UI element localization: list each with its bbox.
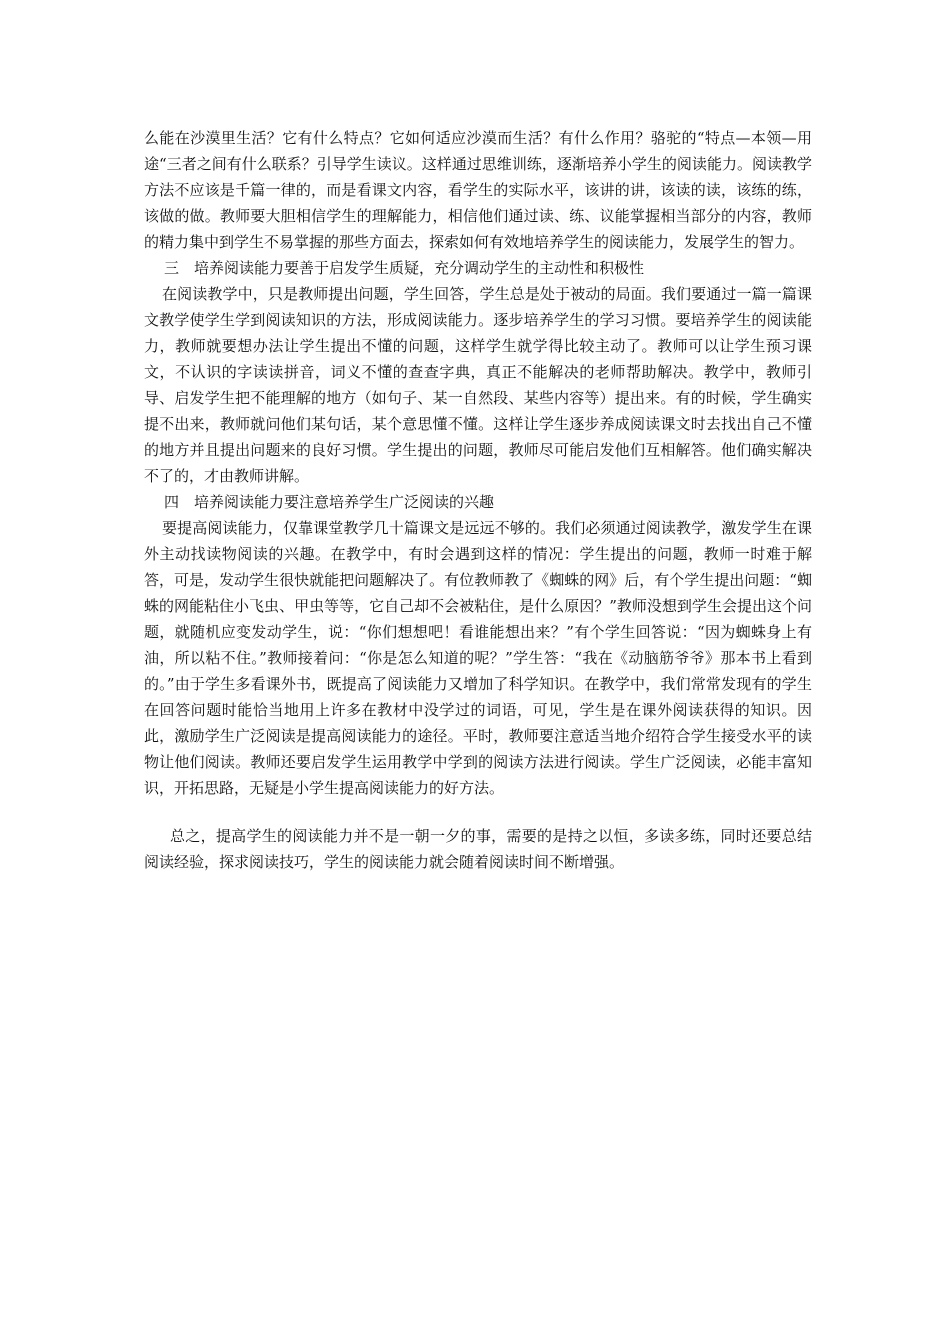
section-heading-three: 三 培养阅读能力要善于启发学生质疑，充分调动学生的主动性和积极性: [164, 259, 645, 277]
section-heading-four: 四 培养阅读能力要注意培养学生广泛阅读的兴趣: [164, 493, 495, 511]
body-paragraph-continued: 么能在沙漠里生活？它有什么特点？它如何适应沙漠而生活？有什么作用？骆驼的“特点—本领—用途“三者之间有什么联系？引导学生读议。这样通过思维训练，逐渐培养小学生的阅读能力。阅读教学方法不应该是千篇一律的，而是看课文内容，看学生的实际水平，该讲的讲，该读的读，该练的练，该做的做。教师要大胆相信学生的理解能力，相信他们通过读、练、议能掌握相当部分的内容，教师的精力集中到学生不易掌握的那些方面去，探索如何有效地培养学生的阅读能力，发展学生的智力。: [144, 129, 812, 251]
body-paragraph-section-four: 要提高阅读能力，仅靠课堂教学几十篇课文是远远不够的。我们必须通过阅读教学，激发学生在课外主动找读物阅读的兴趣。在教学中，有时会遇到这样的情况：学生提出的问题，教师一时难于解答，可是，发动学生很快就能把问题解决了。有位教师教了《蜘蛛的网》后，有个学生提出问题：“蜘蛛的网能粘住小飞虫、甲虫等等，它自己却不会被粘住，是什么原因？”教师没想到学生会提出这个问题，就随机应变发动学生，说：“你们想想吧！看谁能想出来？”有个学生回答说：“因为蜘蛛身上有油，所以粘不住。”教师接着问：“你是怎么知道的呢？”学生答：“我在《动脑筋爷爷》那本书上看到的。”由于学生多看课外书，既提高了阅读能力又增加了科学知识。在教学中，我们常常发现有的学生在回答问题时能恰当地用上许多在教材中没学过的词语，可见，学生是在课外阅读获得的知识。因此，激励学生广泛阅读是提高阅读能力的途径。平时，教师要注意适当地介绍符合学生接受水平的读物让他们阅读。教师还要启发学生运用教学中学到的阅读方法进行阅读。学生广泛阅读，必能丰富知识，开拓思路，无疑是小学生提高阅读能力的好方法。: [144, 519, 812, 797]
body-paragraph-section-three: 在阅读教学中，只是教师提出问题，学生回答，学生总是处于被动的局面。我们要通过一篇一篇课文教学使学生学到阅读知识的方法，形成阅读能力。逐步培养学生的学习习惯。要培养学生的阅读能力，教师就要想办法让学生提出不懂的问题，这样学生就学得比较主动了。教师可以让学生预习课文，不认识的字读读拼音，词义不懂的查查字典，真正不能解决的老师帮助解决。教学中，教师引导、启发学生把不能理解的地方（如句子、某一自然段、某些内容等）提出来。有的时候，学生确实提不出来，教师就问他们某句话，某个意思懂不懂。这样让学生逐步养成阅读课文时去找出自己不懂的地方并且提出问题来的良好习惯。学生提出的问题，教师尽可能启发他们互相解答。他们确实解决不了的，才由教师讲解。: [144, 285, 812, 485]
paragraph-spacer: [144, 801, 812, 823]
document-page: [144, 125, 812, 875]
conclusion-paragraph: 总之，提高学生的阅读能力并不是一朝一夕的事，需要的是持之以恒，多读多练，同时还要总结阅读经验，探求阅读技巧，学生的阅读能力就会随着阅读时间不断增强。: [144, 827, 812, 871]
